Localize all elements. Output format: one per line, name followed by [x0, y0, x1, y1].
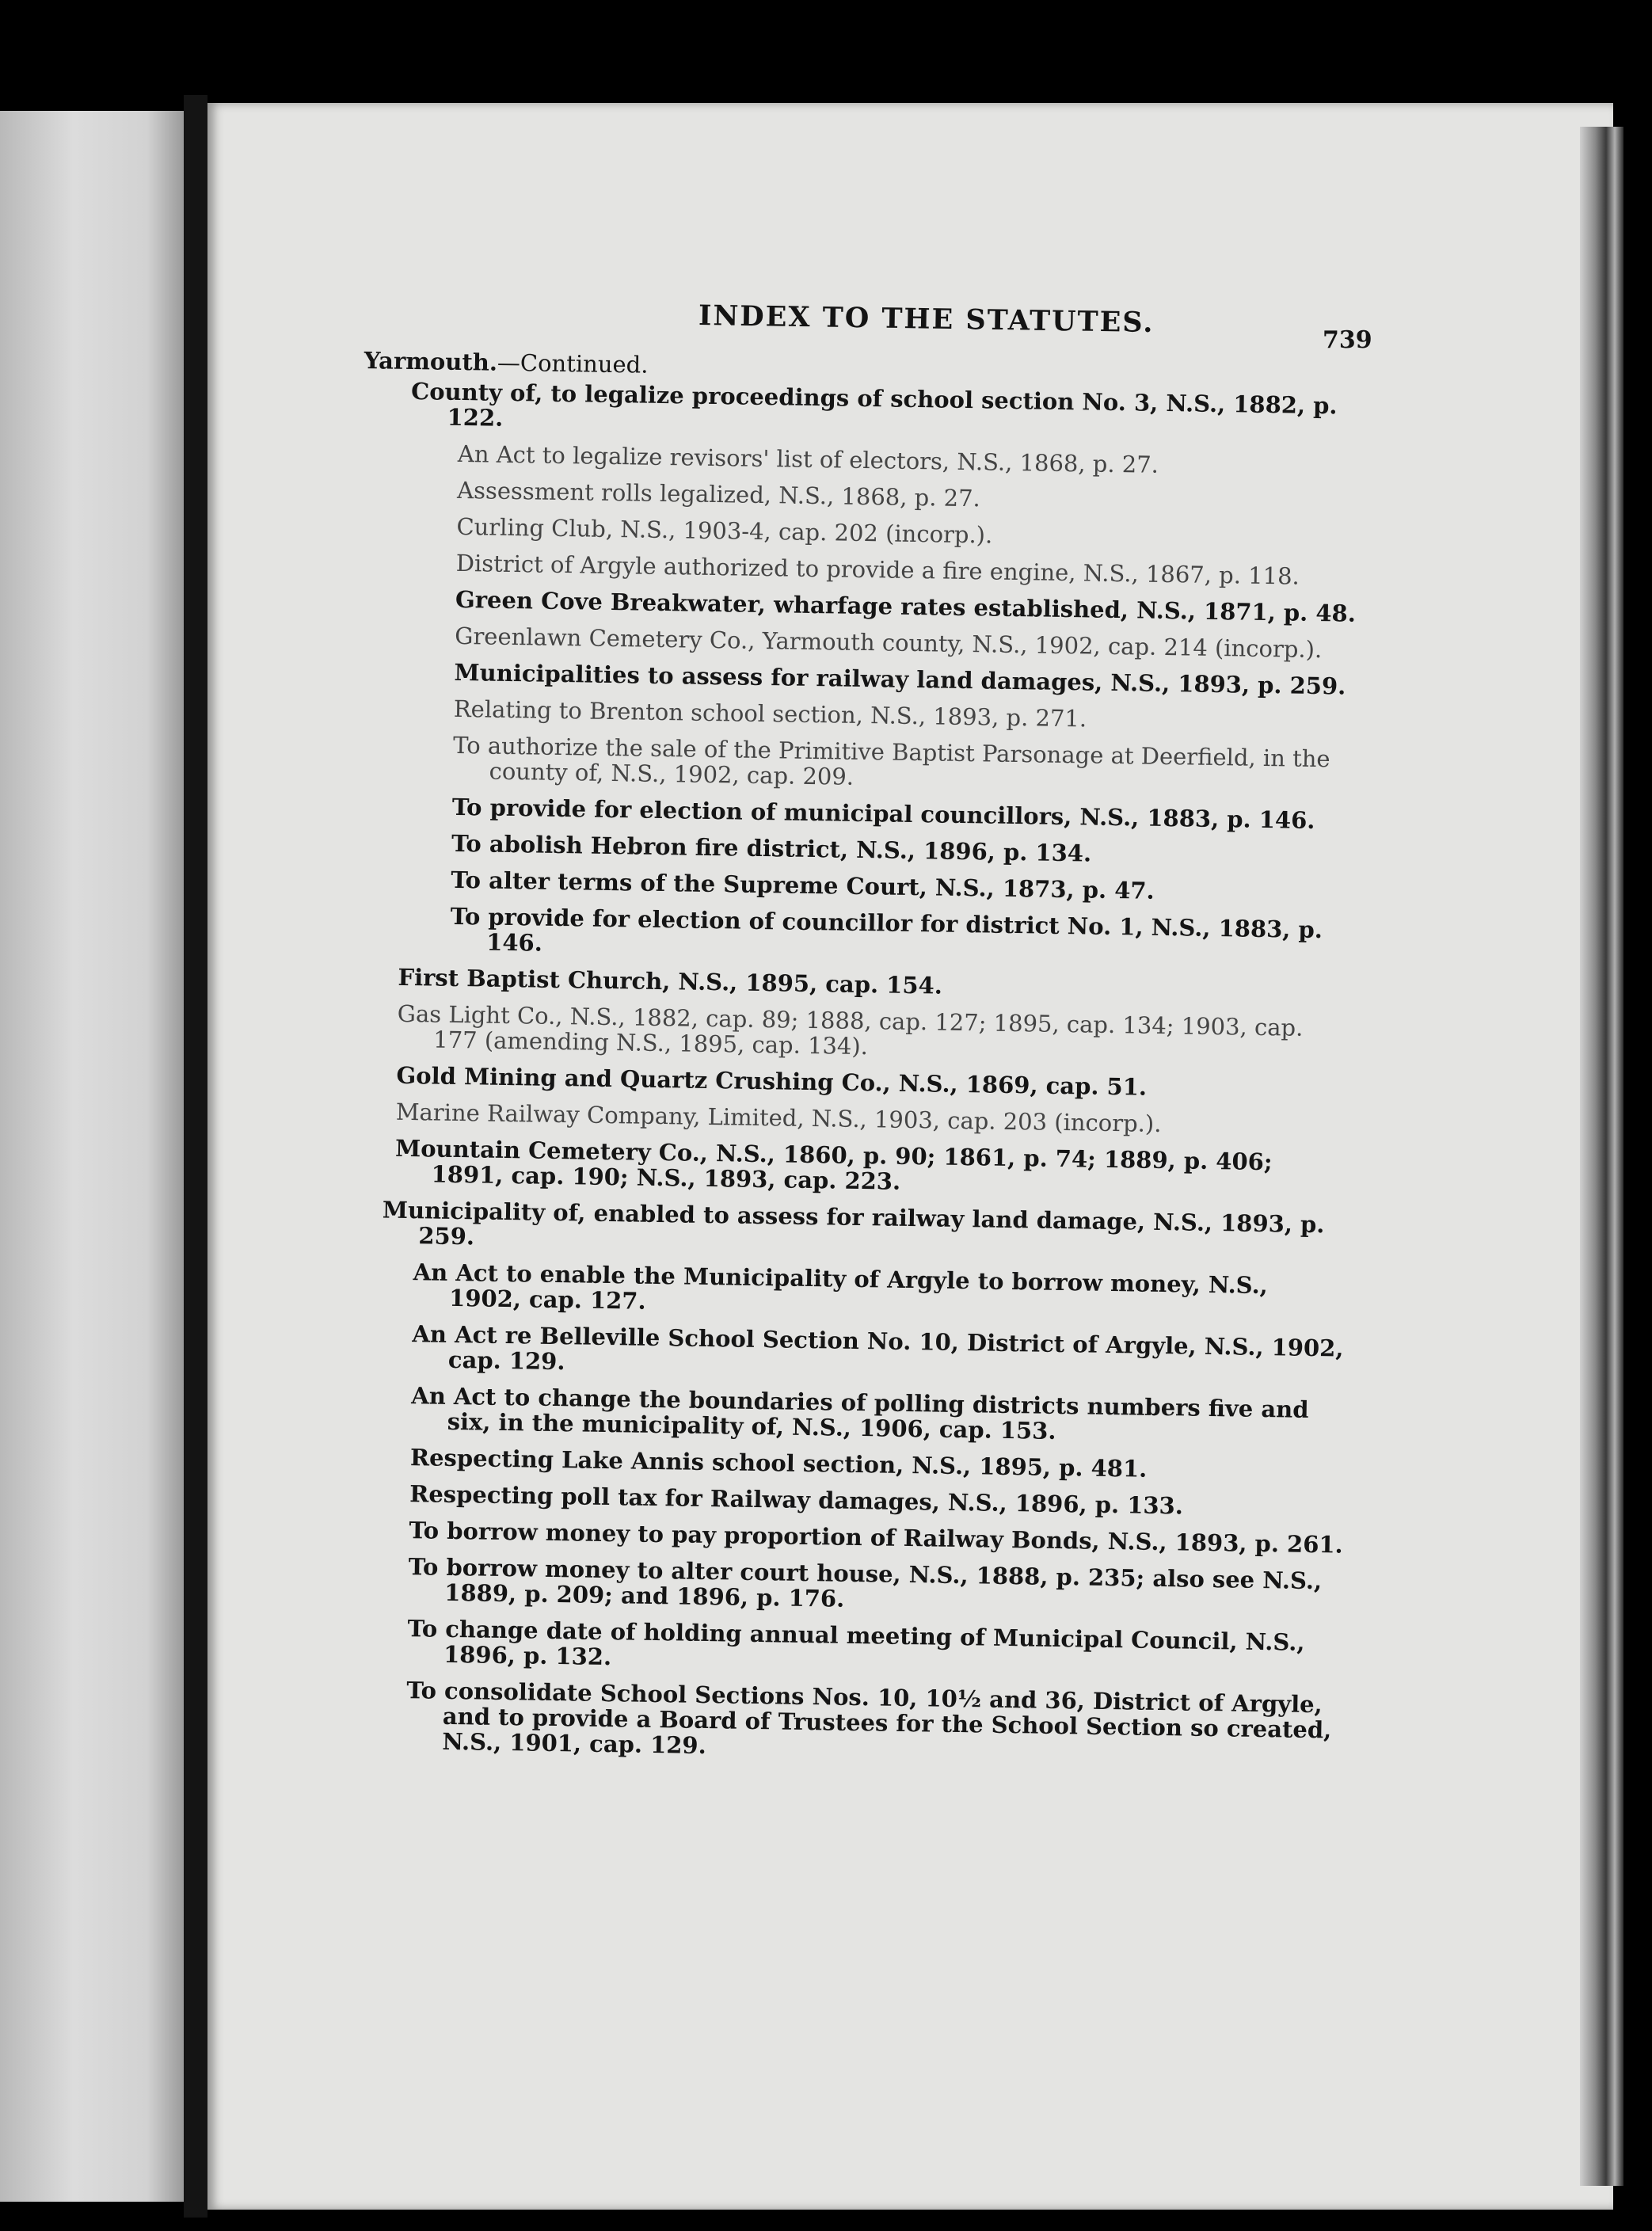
index-entry: Respecting Lake Annis school section, N.S., 1895, p. 481. — [409, 1444, 1148, 1483]
index-entry: Marine Railway Company, Limited, N.S., 1903, cap. 203 (incorp.). — [395, 1098, 1162, 1137]
index-entry: An Act re Belleville School Section No. 10, District of Argyle, N.S., 1902, cap. 129. — [412, 1320, 1344, 1376]
index-entry: Green Cove Breakwater, wharfage rates established, N.S., 1871, p. 48. — [455, 585, 1357, 627]
index-entry: Gold Mining and Quartz Crushing Co., N.S., 1869, cap. 51. — [396, 1061, 1148, 1101]
index-entry: Gas Light Co., N.S., 1882, cap. 89; 1888, cap. 127; 1895, cap. 134; 1903, cap. 177 (amending N.S., 1895, cap. 134). — [397, 999, 1304, 1060]
index-entry: To borrow money to alter court house, N.S., 1888, p. 235; also see N.S., 1889, p. 209; and 1896, p. 176. — [408, 1553, 1323, 1612]
index-entry: Municipalities to assess for railway land damages, N.S., 1893, p. 259. — [454, 658, 1346, 700]
index-entry: To consolidate School Sections Nos. 10, 10½ and 36, District of Argyle, and to provide a Board of Trustees for the School Section so created, N.S., 1901, cap. 129. — [406, 1677, 1332, 1760]
page-number: 739 — [1323, 326, 1372, 354]
heading-name: Yarmouth. — [364, 347, 498, 376]
index-entry: First Baptist Church, N.S., 1895, cap. 154. — [398, 963, 943, 999]
running-header: INDEX TO THE STATUTES. — [698, 299, 1155, 340]
left-page-edge — [0, 111, 184, 2202]
index-entry: To authorize the sale of the Primitive Baptist Parsonage at Deerfield, in the county of, N.S., 1902, cap. 209. — [452, 731, 1330, 790]
index-entry: Respecting poll tax for Railway damages, N.S., 1896, p. 133. — [409, 1480, 1184, 1520]
index-entry: Curling Club, N.S., 1903-4, cap. 202 (incorp.). — [456, 512, 993, 549]
book-gutter — [184, 95, 207, 2218]
index-entry: An Act to change the boundaries of polling districts numbers five and six, in the municipality of, N.S., 1906, cap. 153. — [410, 1382, 1309, 1445]
index-entry: Mountain Cemetery Co., N.S., 1860, p. 90; 1861, p. 74; 1889, p. 406; 1891, cap. 190; N.S., 1893, cap. 223. — [394, 1134, 1273, 1195]
index-entry: To abolish Hebron fire district, N.S., 1896, p. 134. — [451, 829, 1092, 867]
index-entry: To provide for election of councillor for district No. 1, N.S., 1883, p. 146. — [450, 902, 1323, 957]
index-entry: To provide for election of municipal councillors, N.S., 1883, p. 146. — [451, 793, 1315, 834]
index-entry: Relating to Brenton school section, N.S., 1893, p. 271. — [453, 695, 1087, 733]
index-entry: District of Argyle authorized to provide a fire engine, N.S., 1867, p. 118. — [455, 549, 1300, 590]
index-entry: To change date of holding annual meeting of Municipal Council, N.S., 1896, p. 132. — [407, 1615, 1305, 1671]
index-entry: County of, to legalize proceedings of school section No. 3, N.S., 1882, p. 122. — [410, 377, 1338, 432]
right-page-edge — [1580, 127, 1623, 2186]
heading-continued: —Continued. — [497, 348, 649, 379]
index-content — [364, 347, 1362, 1780]
index-entry: To alter terms of the Supreme Court, N.S., 1873, p. 47. — [451, 866, 1155, 904]
index-entry: Municipality of, enabled to assess for railway land damage, N.S., 1893, p. 259. — [382, 1196, 1325, 1251]
index-entry: An Act to enable the Municipality of Argyle to borrow money, N.S., 1902, cap. 127. — [413, 1258, 1269, 1315]
index-entry: Assessment rolls legalized, N.S., 1868, p. 27. — [456, 476, 981, 512]
index-entry: An Act to legalize revisors' list of electors, N.S., 1868, p. 27. — [457, 440, 1159, 478]
index-entry: Greenlawn Cemetery Co., Yarmouth county, N.S., 1902, cap. 214 (incorp.). — [455, 622, 1323, 664]
index-entry: To borrow money to pay proportion of Railway Bonds, N.S., 1893, p. 261. — [409, 1517, 1343, 1559]
